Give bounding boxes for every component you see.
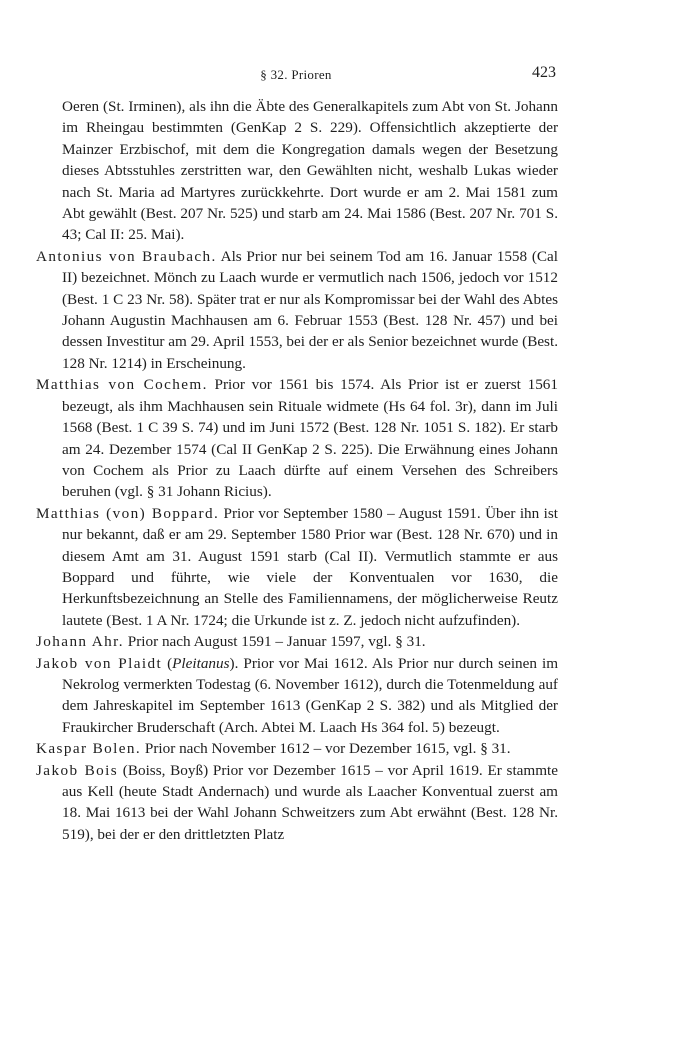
entry-name: Matthias von Cochem. (36, 376, 208, 394)
entry-text: Prior nach November 1612 – vor Dezember 1615, vgl. § 31. (141, 740, 511, 758)
entry-name: Johann Ahr. (36, 633, 124, 651)
entry-text-prefix: ( (162, 654, 173, 672)
page-number: 423 (532, 64, 556, 81)
entry-latin-name: Pleitanus (172, 654, 230, 672)
entry-text: ). Prior vor Mai 1612. Als Prior nur durch seinen im Nekrolog vermerkten Todestag (6. November 1612), durch die Totenmeldung auf dem Jahreskapitel im September 1613 (GenKap 2 S. 382) und als Mitglied der Fraukircher Bruderschaft (Arch. Abtei M. Laach Hs 364 fol. 5) bezeugt. (62, 654, 559, 736)
entry-text: Prior vor September 1580 – August 1591. Über ihn ist nur bekannt, daß er am 29. September 1580 Prior war (Best. 128 Nr. 670) und in diesem Amt am 31. August 1591 starb (Cal II). Vermutlich stammte er aus Boppard und führte, wie viele der Konventualen vor 1630, die Herkunftsbezeichnung an Stelle des Familiennamens, der möglicherweise Reutz lautete (Best. 1 A Nr. 1724; die Urkunde ist z. Z. jedoch nicht aufzufinden). (62, 504, 558, 629)
entry-name: Kaspar Bolen. (36, 740, 142, 758)
entry-kaspar-bolen (36, 738, 558, 759)
entry-johann-ahr (36, 631, 558, 652)
entry-jakob-bois (36, 760, 558, 846)
entry-continuation (36, 96, 558, 246)
section-title: § 32. Prioren (260, 67, 332, 82)
entry-text: Prior nach August 1591 – Januar 1597, vgl. § 31. (123, 633, 426, 651)
entry-name: Jakob von Plaidt (36, 654, 163, 672)
entry-matthias-von-boppard (36, 503, 558, 631)
entry-name: Matthias (von) Boppard. (36, 504, 220, 522)
entry-text: Oeren (St. Irminen), als ihn die Äbte des Generalkapitels zum Abt von St. Johann im Rheingau bestimmten (GenKap 2 S. 229). Offensichtlich akzeptierte der Mainzer Erzbischof, mit dem die Kongregation damals wegen der Besetzung dieses Abtsstuhles zerstritten war, den Gewählten nicht, weshalb Lukas wieder nach St. Maria ad Martyres zurückkehrte. Dort wurde er am 2. Mai 1581 zum Abt gewählt (Best. 207 Nr. 525) und starb am 24. Mai 1586 (Best. 207 Nr. 701 S. 43; Cal II: 25. Mai). (62, 98, 558, 244)
entry-text: Prior vor 1561 bis 1574. Als Prior ist er zuerst 1561 bezeugt, als ihm Machhausen sein Rituale widmete (Hs 64 fol. 3r), dann im Juli 1568 (Best. 1 C 39 S. 74) und im Juni 1572 (Best. 128 Nr. 1051 S. 182). Er starb am 24. Dezember 1574 (Cal II GenKap 2 S. 225). Die Erwähnung eines Johann von Cochem als Prior zu Laach dürfte auf einem Versehen des Schreibers beruhen (vgl. § 31 Johann Ricius). (62, 376, 558, 501)
entry-text: (Boiss, Boyß) Prior vor Dezember 1615 – vor April 1619. Er stammte aus Kell (heute Stadt Andernach) und wurde als Laacher Konventual zuerst am 18. Mai 1613 bei der Wahl Johann Schweitzers zum Abt erwähnt (Best. 128 Nr. 519), bei der er den drittletzten Platz (62, 761, 558, 843)
entry-jakob-von-plaidt (36, 653, 558, 739)
entry-antonius-von-braubach (36, 246, 558, 374)
entry-text: Als Prior nur bei seinem Tod am 16. Januar 1558 (Cal II) bezeichnet. Mönch zu Laach wurde er vermutlich nach 1506, jedoch vor 1512 (Best. 1 C 23 Nr. 58). Später trat er nur als Kompromissar bei der Wahl des Abtes Johann Augustin Machhausen am 6. Februar 1553 (Best. 128 Nr. 457) und bei dessen Investitur am 29. April 1553, bei der er als Senior bezeichnet wurde (Best. 128 Nr. 1214) in Erscheinung. (62, 247, 558, 372)
entry-name: Jakob Bois (36, 761, 119, 779)
body-text (36, 96, 558, 845)
entry-matthias-von-cochem (36, 374, 558, 502)
running-head (36, 64, 556, 86)
entry-name: Antonius von Braubach. (36, 247, 217, 265)
